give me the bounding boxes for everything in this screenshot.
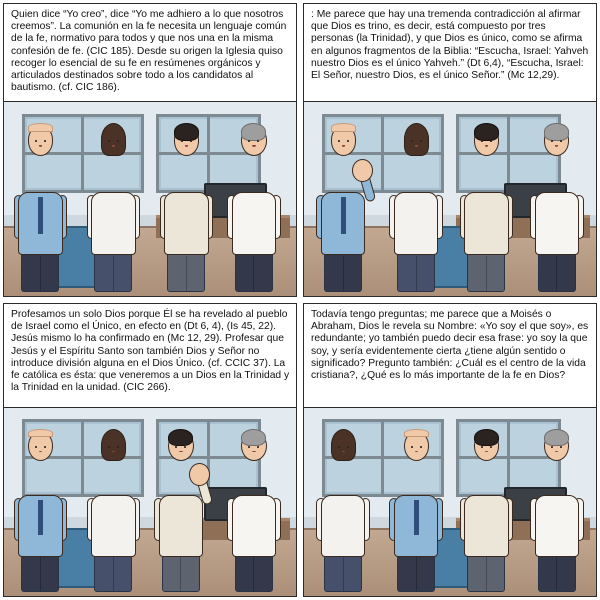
mouth bbox=[252, 451, 256, 452]
mouth bbox=[39, 451, 43, 452]
character-man-blue-shirt bbox=[10, 431, 71, 593]
mouth bbox=[252, 145, 256, 146]
legs bbox=[467, 553, 505, 592]
eye-left bbox=[35, 446, 37, 448]
character-man-blue-shirt-raised-hand bbox=[313, 125, 374, 292]
head bbox=[474, 431, 500, 461]
character-man-lab-coat bbox=[526, 125, 587, 292]
legs bbox=[397, 252, 435, 292]
torso bbox=[18, 192, 62, 255]
character-young-man-cream bbox=[456, 125, 517, 292]
necktie bbox=[38, 197, 43, 234]
torso bbox=[321, 192, 365, 255]
hair bbox=[544, 123, 570, 140]
necktie bbox=[38, 500, 43, 536]
legs bbox=[324, 252, 362, 292]
head bbox=[101, 431, 127, 461]
character-man-lab-coat bbox=[223, 431, 284, 593]
eye-right bbox=[44, 140, 46, 142]
head bbox=[544, 125, 570, 155]
legs bbox=[397, 553, 435, 592]
legs bbox=[21, 252, 59, 292]
torso bbox=[464, 192, 508, 255]
torso bbox=[18, 495, 62, 556]
panel-1-scene bbox=[4, 102, 296, 296]
panel-1-caption: Quien dice “Yo creo”, dice “Yo me adhiero a lo que nosotros creemos”. La comunión en la fe necesita un lenguaje común de la fe, normativo para todos y que nos una en la misma confesión de fe. (CIC 185). Desde su origen la Iglesia quiso recoger lo esencial de su fe en resúmenes orgánicos y articulados destinados sobre todo a los candidatos al bautismo. (cf. CIC 186). bbox=[4, 4, 296, 102]
storyboard-panel-4[interactable] bbox=[303, 303, 597, 597]
storyboard-panel-2[interactable] bbox=[303, 3, 597, 297]
mouth bbox=[485, 145, 489, 146]
mouth bbox=[415, 451, 419, 452]
head bbox=[28, 125, 54, 155]
legs bbox=[94, 252, 132, 292]
hair bbox=[331, 123, 357, 131]
legs bbox=[162, 553, 200, 592]
character-woman-white-top bbox=[83, 431, 144, 593]
panel-2-caption: : Me parece que hay una tremenda contradicción al afirmar que Dios es trino, es decir, está compuesto por tres personas (la Trinidad), y que Dios es único, como se afirma en algunos fragmentos de la Biblia: “Escucha, Israel: Yahveh nuestro Dios es el único Yahveh.” (Dt 6,4), “Escucha, Israel: El Señor, nuestro Dios, es el único Señor.” (Mc 12,29). bbox=[304, 4, 596, 102]
eye-left bbox=[551, 446, 553, 448]
character-woman-white-top bbox=[83, 125, 144, 292]
hair bbox=[241, 123, 267, 140]
legs bbox=[538, 252, 576, 292]
hair bbox=[101, 429, 127, 462]
eye-right bbox=[190, 140, 192, 142]
torso bbox=[232, 192, 276, 255]
eye-left bbox=[481, 446, 483, 448]
head bbox=[28, 431, 54, 461]
legs bbox=[21, 553, 59, 592]
eye-right bbox=[420, 446, 422, 448]
eye-left bbox=[35, 140, 37, 142]
hair bbox=[474, 123, 500, 140]
head bbox=[168, 431, 194, 461]
eye-right bbox=[184, 446, 186, 448]
eye-right bbox=[560, 140, 562, 142]
hair bbox=[404, 429, 430, 437]
legs bbox=[235, 553, 273, 592]
character-young-man-cream bbox=[456, 431, 517, 593]
hair bbox=[28, 123, 54, 131]
legs bbox=[324, 553, 362, 592]
torso bbox=[232, 495, 276, 556]
character-man-blue-shirt bbox=[10, 125, 71, 292]
panel-3-scene bbox=[4, 408, 296, 596]
mouth bbox=[485, 451, 489, 452]
panel-3-caption: Profesamos un solo Dios porque Él se ha revelado al pueblo de Israel como el Único, en efecto en (Dt 6, 4), (Is 45, 22). Jesús mismo lo ha confirmado en (Mc 12, 29). Profesar que Jesús y el Espíritu Santo son también Dios y Señor no introduce división alguna en el Dios Único. (cf. CCIC 37). La fe católica es ésta: que veneremos a un Dios en la Trinidad y la Trinidad en la unidad. (CIC 266). bbox=[4, 304, 296, 408]
head bbox=[241, 125, 267, 155]
hair bbox=[28, 429, 54, 437]
character-woman-white-top bbox=[313, 431, 374, 593]
head bbox=[331, 125, 357, 155]
hair bbox=[168, 429, 194, 446]
hair bbox=[474, 429, 500, 446]
torso bbox=[394, 495, 438, 556]
mouth bbox=[342, 145, 346, 146]
head bbox=[174, 125, 200, 155]
mouth bbox=[185, 145, 189, 146]
eye-right bbox=[117, 446, 119, 448]
character-young-man-cream-raised-hand bbox=[150, 431, 211, 593]
torso bbox=[159, 495, 203, 556]
mouth bbox=[39, 145, 43, 146]
hair bbox=[404, 123, 430, 156]
eye-left bbox=[248, 446, 250, 448]
head bbox=[101, 125, 127, 155]
hair bbox=[174, 123, 200, 140]
mouth bbox=[179, 451, 183, 452]
legs bbox=[467, 252, 505, 292]
raised-hand bbox=[352, 159, 373, 182]
head bbox=[404, 125, 430, 155]
legs bbox=[235, 252, 273, 292]
hair bbox=[331, 429, 357, 462]
legs bbox=[94, 553, 132, 592]
necktie bbox=[341, 197, 346, 234]
character-man-blue-shirt bbox=[386, 431, 447, 593]
head bbox=[404, 431, 430, 461]
eye-left bbox=[175, 446, 177, 448]
eye-left bbox=[338, 446, 340, 448]
character-woman-white-top bbox=[386, 125, 447, 292]
hair bbox=[544, 429, 570, 446]
torso bbox=[164, 192, 208, 255]
eye-left bbox=[551, 140, 553, 142]
head bbox=[474, 125, 500, 155]
head bbox=[544, 431, 570, 461]
character-man-lab-coat bbox=[223, 125, 284, 292]
torso bbox=[394, 192, 438, 255]
eye-left bbox=[338, 140, 340, 142]
storyboard-panel-1[interactable] bbox=[3, 3, 297, 297]
torso bbox=[535, 192, 579, 255]
torso bbox=[91, 192, 135, 255]
head bbox=[241, 431, 267, 461]
torso bbox=[464, 495, 508, 556]
necktie bbox=[414, 500, 419, 536]
raised-hand bbox=[189, 463, 210, 486]
eye-right bbox=[257, 446, 259, 448]
legs bbox=[538, 553, 576, 592]
torso bbox=[91, 495, 135, 556]
eye-right bbox=[44, 446, 46, 448]
hair bbox=[241, 429, 267, 446]
torso bbox=[535, 495, 579, 556]
eye-right bbox=[560, 446, 562, 448]
eye-left bbox=[411, 446, 413, 448]
eye-left bbox=[481, 140, 483, 142]
eye-left bbox=[181, 140, 183, 142]
panel-2-scene bbox=[304, 102, 596, 296]
eye-right bbox=[347, 446, 349, 448]
character-man-lab-coat bbox=[526, 431, 587, 593]
torso bbox=[321, 495, 365, 556]
character-young-man-cream bbox=[156, 125, 217, 292]
eye-left bbox=[248, 140, 250, 142]
head bbox=[331, 431, 357, 461]
panel-4-caption: Todavía tengo preguntas; me parece que a Moisés o Abraham, Dios le revela su Nombre: «Yo soy el que soy», es redundante; yo también puedo decir esa frase: yo soy la que soy, y sería evidentemente cierta ¿tiene algún sentido o significado? Pregunto también: ¿Cuál es el centro de la vida cristiana?, ¿Qué es lo más importante de la fe en Dios? bbox=[304, 304, 596, 408]
eye-left bbox=[108, 446, 110, 448]
eye-right bbox=[490, 446, 492, 448]
panel-4-scene bbox=[304, 408, 596, 596]
storyboard-panel-3[interactable] bbox=[3, 303, 297, 597]
legs bbox=[167, 252, 205, 292]
eye-right bbox=[490, 140, 492, 142]
hair bbox=[101, 123, 127, 156]
mouth bbox=[555, 145, 559, 146]
eye-right bbox=[347, 140, 349, 142]
mouth bbox=[555, 451, 559, 452]
